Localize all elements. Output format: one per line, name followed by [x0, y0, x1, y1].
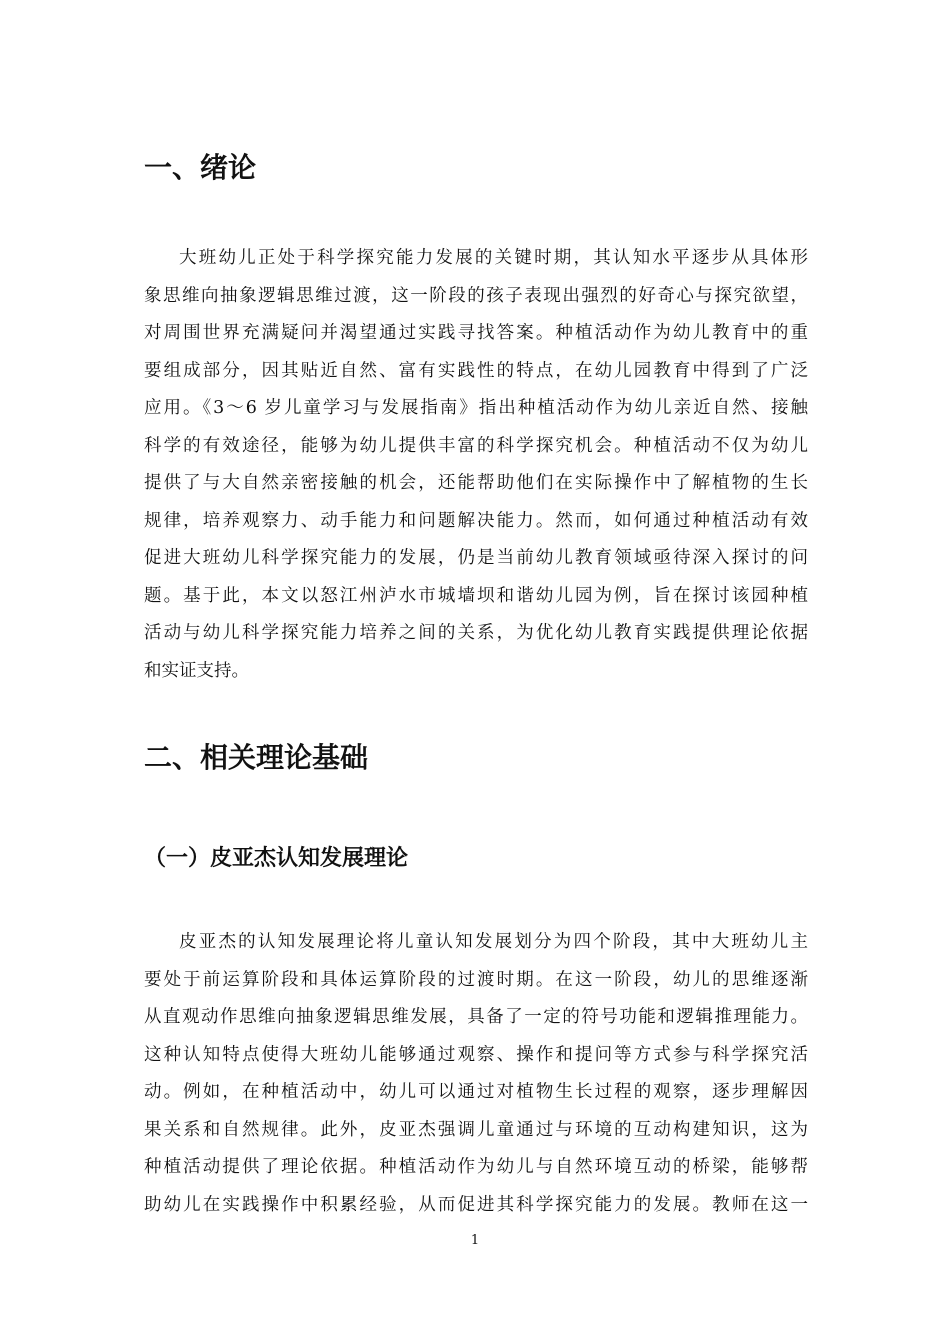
paragraph-line: 和实证支持。 [144, 660, 249, 681]
paragraph-line: 对周围世界充满疑问并渴望通过实践寻找答案。种植活动作为幼儿教育中的重 [144, 323, 808, 343]
paragraph-line: 要组成部分，因其贴近自然、富有实践性的特点，在幼儿园教育中得到了广泛 [144, 360, 808, 381]
subsection-heading-piaget: （一）皮亚杰认知发展理论 [144, 846, 409, 871]
paragraph-line: 活动与幼儿科学探究能力培养之间的关系，为优化幼儿教育实践提供理论依据 [144, 623, 808, 643]
paragraph-line: 规律，培养观察力、动手能力和问题解决能力。然而，如何通过种植活动有效 [144, 510, 808, 531]
paragraph-line: 象思维向抽象逻辑思维过渡，这一阶段的孩子表现出强烈的好奇心与探究欲望， [144, 285, 808, 306]
paragraph-line: 提供了与大自然亲密接触的机会，还能帮助他们在实际操作中了解植物的生长 [144, 473, 808, 493]
section-heading-theory: 二、相关理论基础 [144, 741, 369, 774]
section-heading-introduction: 一、绪论 [144, 151, 257, 184]
page-number: 1 [470, 1233, 480, 1248]
paragraph-line: 题。基于此，本文以怒江州泸水市城墙坝和谐幼儿园为例，旨在探讨该园种植 [144, 585, 808, 606]
paragraph-line: 从直观动作思维向抽象逻辑思维发展，具备了一定的符号功能和逻辑推理能力。 [144, 1007, 808, 1027]
paragraph-line: 要处于前运算阶段和具体运算阶段的过渡时期。在这一阶段，幼儿的思维逐渐 [144, 969, 808, 990]
paragraph-piaget [144, 924, 808, 1224]
paragraph-line: 种植活动提供了理论依据。种植活动作为幼儿与自然环境互动的桥梁，能够帮 [144, 1157, 808, 1177]
paragraph-line: 应用。《3～6 岁儿童学习与发展指南》指出种植活动作为幼儿亲近自然、接触 [144, 398, 808, 418]
paragraph-line: 皮亚杰的认知发展理论将儿童认知发展划分为四个阶段，其中大班幼儿主 [179, 932, 808, 952]
paragraph-line: 促进大班幼儿科学探究能力的发展，仍是当前幼儿教育领域亟待深入探讨的问 [144, 548, 808, 568]
paragraph-line: 科学的有效途径，能够为幼儿提供丰富的科学探究机会。种植活动不仅为幼儿 [144, 435, 808, 456]
paragraph-line: 果关系和自然规律。此外，皮亚杰强调儿童通过与环境的互动构建知识，这为 [144, 1119, 808, 1140]
paragraph-introduction [144, 240, 808, 690]
paragraph-line: 助幼儿在实践操作中积累经验，从而促进其科学探究能力的发展。教师在这一 [144, 1194, 808, 1215]
paragraph-line: 这种认知特点使得大班幼儿能够通过观察、操作和提问等方式参与科学探究活 [144, 1044, 808, 1065]
paragraph-line: 大班幼儿正处于科学探究能力发展的关键时期，其认知水平逐步从具体形 [179, 248, 808, 268]
paragraph-line: 动。例如，在种植活动中，幼儿可以通过对植物生长过程的观察，逐步理解因 [144, 1082, 808, 1102]
